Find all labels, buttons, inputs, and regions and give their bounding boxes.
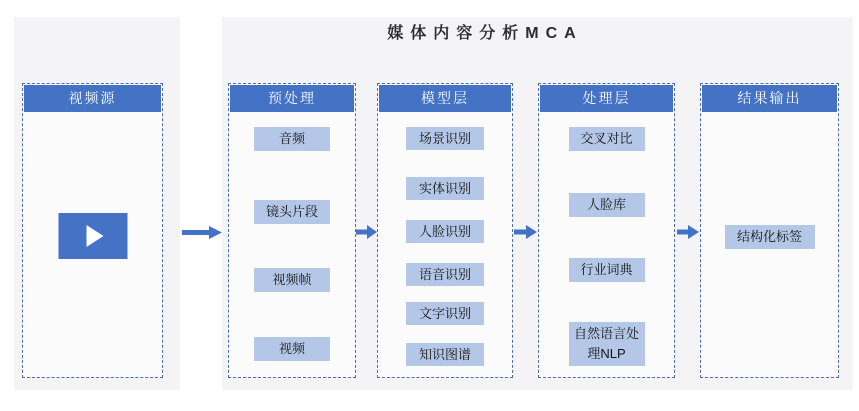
item-industry-dictionary: 行业词典 [569, 258, 645, 282]
item-face-database: 人脸库 [569, 193, 645, 217]
flow-arrow-source-to-preprocessing [182, 225, 222, 240]
item-cross-comparison: 交叉对比 [569, 127, 645, 151]
column-header-result-output: 结果输出 [702, 85, 837, 112]
column-model-layer [377, 83, 513, 378]
column-processing-layer [538, 83, 675, 378]
item-face-recognition: 人脸识别 [406, 220, 484, 243]
column-header-model-layer: 模型层 [379, 85, 511, 112]
item-speech-recognition: 语音识别 [406, 263, 484, 286]
item-text-recognition: 文字识别 [406, 302, 484, 325]
column-header-preprocessing: 预处理 [230, 85, 354, 112]
item-structured-tags: 结构化标签 [725, 225, 815, 249]
play-icon [86, 225, 103, 247]
column-result-output [700, 83, 839, 378]
item-knowledge-graph: 知识图谱 [406, 343, 484, 366]
diagram-title: 媒体内容分析MCA [387, 25, 583, 42]
item-video: 视频 [254, 337, 330, 361]
column-header-video-source: 视频源 [24, 85, 161, 112]
flow-arrow-preprocessing-to-model [356, 224, 377, 240]
item-entity-recognition: 实体识别 [406, 177, 484, 200]
column-video-source [22, 83, 163, 378]
item-shot-segments: 镜头片段 [254, 200, 330, 224]
item-audio: 音频 [254, 127, 330, 151]
column-header-processing-layer: 处理层 [540, 85, 673, 112]
video-player-placeholder [58, 213, 127, 259]
column-preprocessing [228, 83, 356, 378]
item-nlp: 自然语言处理NLP [569, 322, 645, 366]
flow-arrow-processing-to-output [677, 224, 699, 240]
item-video-frames: 视频帧 [254, 268, 330, 292]
flow-arrow-model-to-processing [514, 224, 537, 240]
item-scene-recognition: 场景识别 [406, 127, 484, 150]
